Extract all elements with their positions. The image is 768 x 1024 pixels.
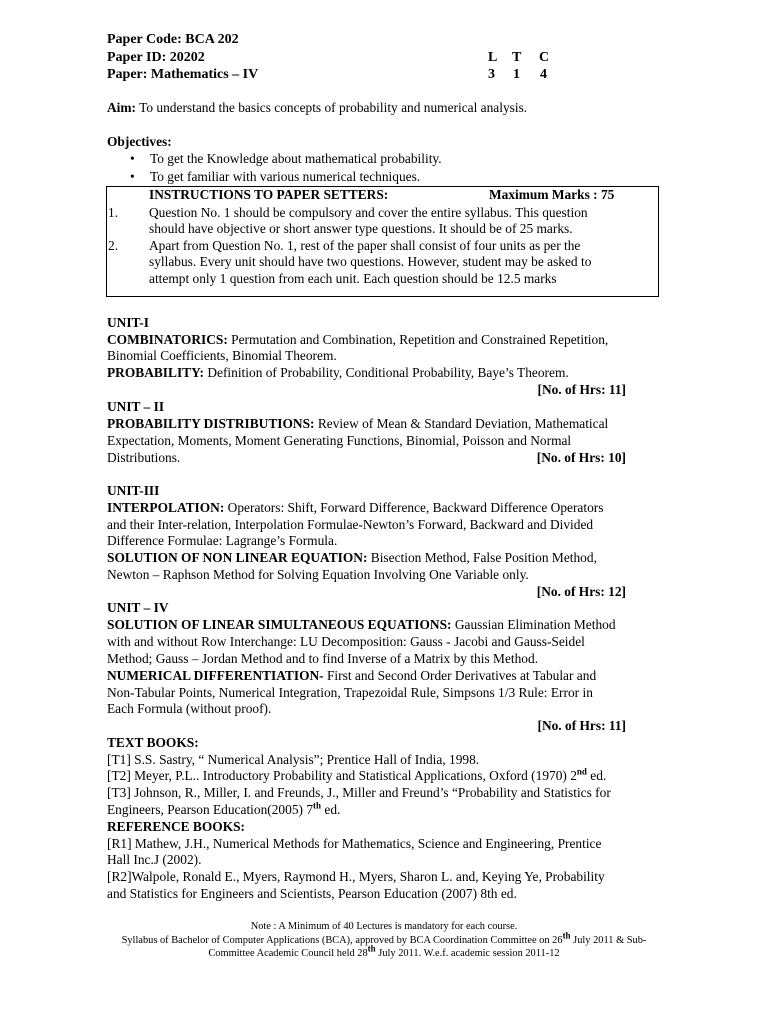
unit-3-title: UNIT-III [107,483,160,498]
t2-superscript: nd [576,766,587,777]
objective-item: To get the Knowledge about mathematical probability. [150,151,442,166]
text-book-t2 [107,768,606,785]
aim [107,100,527,117]
interpolation-text-cont: and their Inter-relation, Interpolation Formulae-Newton’s Forward, Backward and Divided [107,517,594,532]
instruction-line: Apart from Question No. 1, rest of the paper shall consist of four units as per the [149,238,581,253]
aim-label: Aim: [107,100,137,115]
text-book-t1: [T1] S.S. Sastry, “ Numerical Analysis”; Prentice Hall of India, 1998. [107,752,480,767]
paper-code: Paper Code: BCA 202 [107,32,239,47]
instruction-number: 2. [108,238,119,253]
unit-2-distributions [107,416,608,433]
footer-note: Note : A Minimum of 40 Lectures is mandatory for each course. [250,921,518,932]
footer-approval-end: July 2011 & Sub- [570,935,647,946]
nonlinear-text: Bisection Method, False Position Method, [370,550,597,565]
distributions-text-cont: Distributions. [107,450,181,465]
differentiation-text-cont: Each Formula (without proof). [107,701,272,716]
text-book-t3: [T3] Johnson, R., Miller, I. and Freunds, J., Miller and Freund’s “Probability and Statistics for [107,785,611,800]
distributions-text-cont: Expectation, Moments, Moment Generating Functions, Binomial, Poisson and Normal [107,433,572,448]
bullet-icon: • [130,151,135,166]
distributions-text: Review of Mean & Standard Deviation, Mathematical [317,416,609,431]
unit-4-differentiation [107,668,596,685]
ltc-value-t: 1 [513,67,520,82]
combinatorics-label: COMBINATORICS: [107,332,228,347]
unit-3-nonlinear [107,550,597,567]
unit-4-linear [107,617,616,634]
reference-books-title: REFERENCE BOOKS: [107,819,246,834]
linear-label: SOLUTION OF LINEAR SIMULTANEOUS EQUATIONS: [107,617,452,632]
unit-4-hours: [No. of Hrs: 11] [537,718,626,733]
unit-3-interpolation [107,500,603,517]
footer-council [0,943,768,960]
nonlinear-label: SOLUTION OF NON LINEAR EQUATION: [107,550,368,565]
instruction-line: should have objective or short answer type questions. It should be of 25 marks. [149,221,573,236]
text-book-t3-cont [107,802,340,819]
ltc-value-c: 4 [540,67,547,82]
footer-council-text: Committee Academic Council held 28 [208,948,368,959]
unit-3-hours: [No. of Hrs: 12] [536,584,626,599]
ltc-label-t: T [512,50,522,65]
unit-4-title: UNIT – IV [107,600,169,615]
t3-superscript: th [313,800,322,811]
instruction-line: syllabus. Every unit should have two questions. However, student may be asked to [149,254,592,269]
nonlinear-text-cont: Newton – Raphson Method for Solving Equation Involving One Variable only. [107,567,529,582]
differentiation-text: First and Second Order Derivatives at Tabular and [326,668,597,683]
objectives-title: Objectives: [107,134,172,149]
linear-text: Gaussian Elimination Method [454,617,616,632]
objective-item: To get familiar with various numerical techniques. [150,169,421,184]
differentiation-label: NUMERICAL DIFFERENTIATION- [107,668,324,683]
distributions-label: PROBABILITY DISTRIBUTIONS: [107,416,315,431]
unit-2-title: UNIT – II [107,399,165,414]
footer-council-end: July 2011. W.e.f. academic session 2011-12 [375,948,560,959]
ltc-label-l: L [488,50,498,65]
reference-r2-cont: and Statistics for Engineers and Scientists, Pearson Education (2007) 8th ed. [107,886,517,901]
paper-id: Paper ID: 20202 [107,50,205,65]
t3-end: ed. [321,802,341,817]
instructions-title: INSTRUCTIONS TO PAPER SETTERS: [149,187,389,202]
text-books-title: TEXT BOOKS: [107,735,199,750]
footer-sup: th [367,943,376,954]
paper-title: Paper: Mathematics – IV [107,67,259,82]
bullet-icon: • [130,169,135,184]
t3-text: Engineers, Pearson Education(2005) 7 [107,802,314,817]
unit-2-hours: [No. of Hrs: 10] [536,450,626,465]
aim-text: To understand the basics concepts of probability and numerical analysis. [139,100,528,115]
interpolation-text: Operators: Shift, Forward Difference, Backward Difference Operators [227,500,604,515]
footer-approval [0,930,768,947]
instruction-line: Question No. 1 should be compulsory and cover the entire syllabus. This question [149,205,588,220]
t2-end: ed. [586,768,607,783]
linear-text-cont: Method; Gauss – Jordan Method and to find Inverse of a Matrix by this Method. [107,651,539,666]
differentiation-text-cont: Non-Tabular Points, Numerical Integration, Trapezoidal Rule, Simpsons 1/3 Rule: Error in [107,685,593,700]
unit-1-hours: [No. of Hrs: 11] [537,382,626,397]
instruction-number: 1. [108,205,119,220]
reference-r1-cont: Hall Inc.J (2002). [107,852,202,867]
reference-r2: [R2]Walpole, Ronald E., Myers, Raymond H., Myers, Sharon L. and, Keying Ye, Probability [107,869,605,884]
ltc-value-l: 3 [488,67,495,82]
combinatorics-text: Permutation and Combination, Repetition and Constrained Repetition, [231,332,609,347]
interpolation-label: INTERPOLATION: [107,500,225,515]
instruction-line: attempt only 1 question from each unit. Each question should be 12.5 marks [149,271,557,286]
reference-r1: [R1] Mathew, J.H., Numerical Methods for Mathematics, Science and Engineering, Prentice [107,836,602,851]
ltc-label-c: C [539,50,550,65]
max-marks: Maximum Marks : 75 [489,187,615,202]
unit-1-combinatorics [107,332,608,349]
footer-sup: th [562,930,571,941]
combinatorics-text-cont: Binomial Coefficients, Binomial Theorem. [107,348,337,363]
unit-1-probability [107,365,569,382]
probability-label: PROBABILITY: [107,365,204,380]
footer-approval-text: Syllabus of Bachelor of Computer Applications (BCA), approved by BCA Coordination Committee on 26 [121,935,563,946]
t2-text: [T2] Meyer, P.L.. Introductory Probability and Statistical Applications, Oxford (1970) 2 [107,768,577,783]
unit-1-title: UNIT-I [107,315,149,330]
probability-text: Definition of Probability, Conditional Probability, Baye’s Theorem. [207,365,569,380]
interpolation-text-cont: Difference Formulae: Lagrange’s Formula. [107,533,338,548]
linear-text-cont: with and without Row Interchange: LU Decomposition: Gauss - Jacobi and Gauss-Seidel [107,634,585,649]
